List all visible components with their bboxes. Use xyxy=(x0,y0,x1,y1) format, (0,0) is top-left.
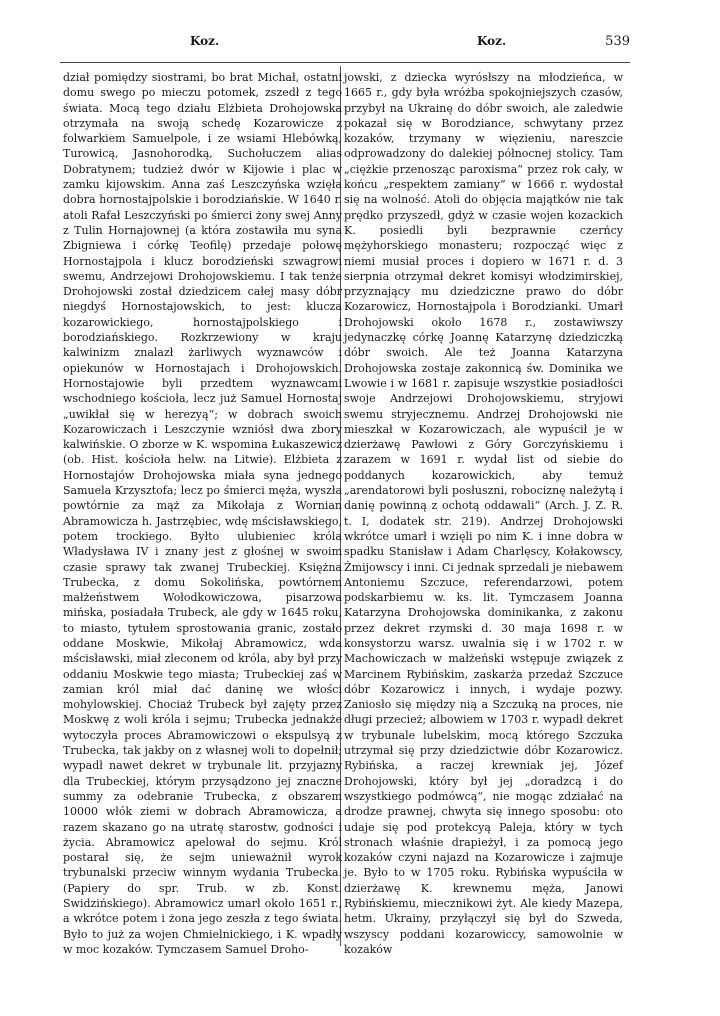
header-rule xyxy=(60,62,630,63)
left-column xyxy=(63,70,342,957)
right-column-text: jowski, z dziecka wyrósłszy na młodzieńca, w 1665 r., gdy była wróżba spokojniejszych czasów, przybył na Ukrainę do dóbr swoich, ale zaledwie pokazał się w Borodziance, schwytany przez kozaków, trzymany w więzieniu, nareszcie odprowadzony do dalekiej północnej stolicy. Tam „ciężkie przenosząc paroxisma“ przez rok cały, w końcu „respektem zamiany“ w 1666 r. wydostał się na wolność. Atoli do objęcia majątków nie tak prędko przyszedł, gdyż w czasie wojen kozackich K. posiedli byli bezprawnie czerńcy mężyhorskiego monasteru; rozpocząć więc z niemi musiał proces i dopiero w 1671 r. d. 3 sierpnia otrzymał dekret komisyi włodzimirskiej, przyznający mu dziedziczne prawo do dóbr Kozarowicz, Hornostajpola i Borodzianki. Umarł Drohojowski około 1678 r., zostawiwszy jedynaczkę córkę Joannę Katarzynę dziedziczką dóbr swoich. Ale też Joanna Katarzyna Drohojowska zostaje zakonnicą św. Dominika we Lwowie i w 1681 r. zapisuje wszystkie posiadłości swoje Andrzejowi Drohojowskiemu, stryjowi swemu stryjecznemu. Andrzej Drohojowski nie mieszkał w Kozarowiczach, ale wypuścił je w dzierżawę Pawłowi z Góry Gorczyńskiemu i zarazem w 1691 r. wydał list od siebie do poddanych kozarowickich, aby temuż „arendatorowi byli posłuszni, robociznę należytą i danię powinną z ochotą oddawali“ (Arch. J. Z. R. t. I, dodatek str. 219). Andrzej Drohojowski wkrótce umarł i wzięli po nim K. i inne dobra w spadku Stanisław i Adam Charlęscy, Kołakowscy, Żmijowscy i inni. Ci jednak sprzedali je niebawem Antoniemu Szczuce, referendarzowi, potem podskarbiemu w. ks. lit. Tymczasem Joanna Katarzyna Drohojowska dominikanka, z zakonu przez dekret rzymski d. 30 maja 1698 r. w konsystorzu warsz. uwalnia się i w 1702 r. w Machowiczach w małżeński wstępuje związek z Marcinem Rybińskim, zaskarża przedaż Szczuce dóbr Kozarowicz i innych, i wydaje pozwy. Zaniosło się między nią a Szczuką na proces, nie długi przecież; albowiem w 1703 r. wypadł dekret w trybunale lubelskim, mocą którego Szczuka utrzymał się przy dziedzictwie dóbr Kozarowicz. Rybińska, a raczej krewniak jej, Józef Drohojowski, który był jej „doradzcą i do wszystkiego podmówcą“, nie mogąc zdziałać na drodze prawnej, chwyta się innego sposobu: oto udaje się pod protekcyą Paleja, który w tych stronach właśnie drapieżył, i za pomocą jego kozaków czyni najazd na Kozarowicze i zajmuje je. Było to w 1705 roku. Rybińska wypuściła w dzierżawę K. krewnemu męża, Janowi Rybińskiemu, miecznikowi żyt. Ale kiedy Mazepa, hetm. Ukrainy, przyłączył się był do Szweda, wszyscy poddani kozarowiccy, samowolnie w kozaków xyxy=(344,71,623,956)
header-right-title: Koz. xyxy=(477,34,507,48)
right-column xyxy=(344,70,623,957)
left-column-text: dział pomiędzy siostrami, bo brat Michał, ostatni domu swego po mieczu potomek, zszedł z tego świata. Mocą tego działu Elżbieta Drohojowska otrzymała na swoją schedę Kozarowicze z folwarkiem Samuelpole, i ze wsiami Hlebówką, Turowicą, Jasnohorodką, Suchołuczem alias Dobratynem; tudzież dwór w Kijowie i plac w zamku kijowskim. Anna zaś Leszczyńska wzięła dobra hornostajpolskie i borodziańskie. W 1640 r. atoli Rafał Leszczyński po śmierci żony swej Anny z Tulin Hornajownej (a która zostawiła mu syna Zbigniewa i córkę Teofilę) przedaje połowę Hornostajpola i klucz borodzieński szwagrowi swemu, Andrzejowi Drohojowskiemu. I tak tenże Drohojowski został dziedzicem całej masy dóbr niegdyś Hornostajowskich, to jest: klucza kozarowickiego, hornostajpolskiego i borodziańskiego. Rozkrzewiony w kraju kalwinizm znalazł żarliwych wyznawców i opiekunów w Hornostajach i Drohojowskich. Hornostajowie byli przedtem wyznawcami wschodniego kościoła, lecz już Samuel Hornostaj „uwikłał się w herezyą“; w dobrach swoich Kozarowiczach i Leszczynie wzniósł dwa zbory kalwińskie. O zborze w K. wspomina Łukaszewicz (ob. Hist. kościoła helw. na Litwie). Elżbieta z Hornostajów Drohojowska miała syna jednego Samuela Krzysztofa; lecz po śmierci męża, wyszła powtórnie za mąż za Mikołaja z Wornian Abramowicza h. Jastrzębiec, wdę mścisławskiego, potem trockiego. Byłto ulubieniec króla Władysława IV i znany jest z głośnej w swoim czasie sprawy tak zwanej Trubeckiej. Księżna Trubecka, z domu Sokolińska, powtórnem małżeństwem Wołodkowiczowa, pisarzowa mińska, posiadała Trubeck, ale gdy w 1645 roku, to miasto, tytułem sprostowania granic, zostało oddane Moskwie, Mikołaj Abramowicz, wda mścisławski, miał zleconem od króla, aby był przy oddaniu Moskwie tego miasta; Trubeckiej zaś w zamian król miał dać daninę we włości mohylowskiej. Chociaż Trubeck był zajęty przez Moskwę z woli króla i sejmu; Trubecka jednakże wytoczyła proces Abramowiczowi o ekspulsyą z Trubecka, tak jakby on z własnej woli to dopełnił; wypadł nawet dekret w trybunale lit. przyjazny dla Trubeckiej, którym przysądzono jej znaczne summy za odebranie Trubecka, z obszarem 10000 włók ziemi w dobrach Abramowicza, a razem skazano go na utratę starostw, godności i życia. Abramowicz apelował do sejmu. Król postarał się, że sejm unieważnił wyrok trybunalski przeciw winnym wydania Trubecka. (Papiery do spr. Trub. w zb. Konst. Swidzińskiego). Abramowicz umarł około 1651 r., a wkrótce potem i żona jego zeszła z tego świata. Było to już za wojen Chmielnickiego, i K. wpadły w moc kozaków. Tymczasem Samuel Droho- xyxy=(63,71,342,956)
page-number: 539 xyxy=(605,34,630,49)
header-left-title: Koz. xyxy=(190,34,220,48)
running-header xyxy=(60,34,630,54)
